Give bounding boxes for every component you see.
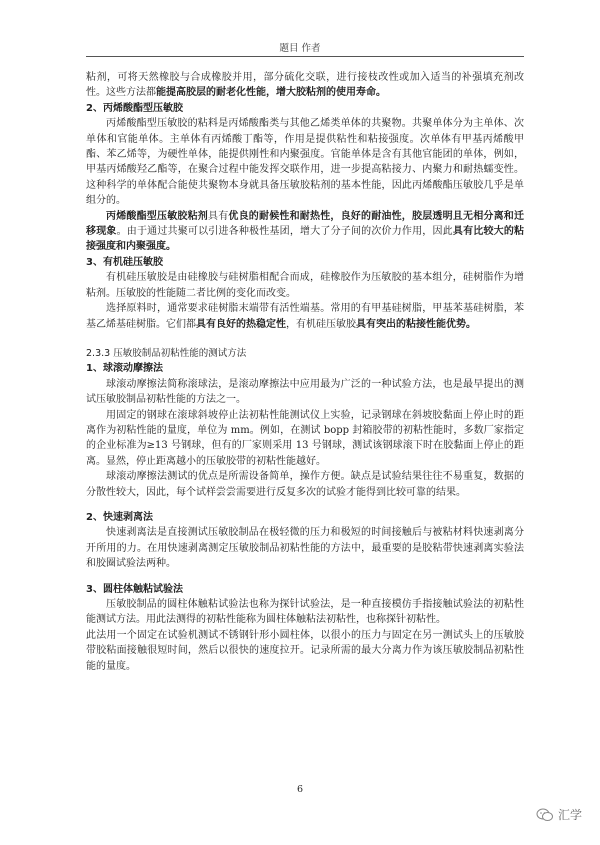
method-1-paragraph-2: 用固定的钢球在滚球斜坡停止法初粘性能测试仪上实验，记录钢球在斜坡胶黏面上停止时的距离作为初粘性能的量度，单位为 mm。例如，在测试 bopp 封箱胶带的初粘性能时，多数厂家指定的企业标准为≥13 号钢球，但有的厂家则采用 13 号钢球，测试该钢球滚下时在胶黏面上停止的距离。显然，停止距离越小的压敏胶带的初粘性能越好。 bbox=[86, 409, 524, 467]
spacer bbox=[86, 500, 524, 510]
section-3-paragraph-1: 有机硅压敏胶是由硅橡胶与硅树脂相配合而成，硅橡胶作为压敏胶的基本组分，硅树脂作为增粘剂。压敏胶的性能随二者比例的变化而改变。 bbox=[86, 272, 524, 299]
method-1-title: 1、球滚动摩擦法 bbox=[86, 363, 163, 375]
page-number: 6 bbox=[296, 784, 304, 795]
subsection-233-title: 2.3.3 压敏胶制品初粘性能的测试方法 bbox=[86, 347, 247, 359]
s2-text-2: 。由于通过共聚可以引进各种极性基团，增大了分子间的次价力作用，因此 bbox=[116, 226, 453, 238]
s2-bold-3: 具有比较大的粘接强度和内聚强度。 bbox=[86, 226, 525, 253]
s3-bold-1: 具有良好的热稳定性 bbox=[196, 318, 286, 330]
watermark bbox=[536, 806, 582, 823]
s3-bold-2: 具有突出的粘接性能优势。 bbox=[356, 318, 476, 330]
s2-bold-1: 丙烯酸酯型压敏胶粘剂 bbox=[106, 210, 208, 222]
section-2-title: 2、丙烯酸酯型压敏胶 bbox=[86, 102, 183, 114]
method-2-title: 2、快速剥离法 bbox=[86, 511, 153, 523]
method-3-paragraph-2: 此法用一个固定在试验机测试不锈钢针形小圆柱体，以很小的压力与固定在另一测试头上的压敏胶带胶粘面接触很短时间，然后以很快的速度拉开。记录所需的最大分离力作为该压敏胶制品初粘性能的量度。 bbox=[86, 629, 524, 672]
header-rule bbox=[86, 56, 524, 57]
s3-text-1: 选择原料时，通常要求硅树脂末端带有活性端基。常用的有甲基硅树脂，甲基苯基硅树脂，苯基乙烯基硅树脂。它们都 bbox=[86, 303, 524, 330]
spacer bbox=[86, 572, 524, 582]
watermark-text: 汇学 bbox=[558, 808, 583, 822]
wechat-icon bbox=[536, 808, 554, 822]
page-header: 题目 作者 bbox=[279, 43, 321, 54]
section-3-title: 3、有机硅压敏胶 bbox=[86, 256, 163, 268]
section-2-paragraph-2 bbox=[86, 209, 524, 255]
intro-text: 粘剂，可将天然橡胶与合成橡胶并用，部分硫化交联，进行接枝改性或加入适当的补强填充剂改性。这些方法都 bbox=[86, 72, 524, 99]
section-2-paragraph-1: 丙烯酸酯型压敏胶的粘料是丙烯酸酯类与其他乙烯类单体的共聚物。共聚单体分为主单体、次单体和官能单体。主单体有丙烯酸丁酯等，作用是提供粘性和粘接强度。次单体有甲基丙烯酸甲酯、苯乙烯等，为硬性单体，能提供刚性和内聚强度。官能单体是含有其他官能团的单体，例如，甲基丙烯酸羟乙酯等，在聚合过程中能发挥交联作用，进一步提高粘接力、内聚力和耐热蠕变性。这种科学的单体配合能使共聚物本身就具备压敏胶粘剂的基本性能，因此丙烯酸酯压敏胶几乎是单组分的。 bbox=[86, 118, 524, 207]
s3-text-2: ，有机硅压敏胶 bbox=[286, 318, 356, 330]
page-body bbox=[86, 70, 524, 674]
s2-text-1: 具有 bbox=[208, 210, 229, 222]
method-3-paragraph-1: 压敏胶制品的圆柱体触粘试验法也称为探针试验法，是一种直接模仿手指接触试验法的初粘性能测试方法。用此法测得的初粘性能称为圆柱体触粘法初粘性，也称探针初粘性。 bbox=[86, 599, 524, 626]
intro-paragraph bbox=[86, 70, 524, 101]
method-1-paragraph-3: 球滚动摩擦法测试的优点是所需设备简单，操作方便。缺点是试验结果往往不易重复，数据的分散性较大，因此，每个试样尝尝需要进行反复多次的试验才能得到比较可靠的结果。 bbox=[86, 471, 524, 498]
s2-bold-2: 优良的耐候性和耐热性，良好的耐油性，胶层透明且无相分离和迁移现象 bbox=[86, 210, 525, 238]
spacer bbox=[86, 332, 524, 346]
intro-bold: 能提高胶层的耐老化性能，增大胶粘剂的使用寿命。 bbox=[156, 87, 386, 99]
method-3-title: 3、圆柱体触粘试验法 bbox=[86, 583, 183, 595]
method-1-paragraph-1: 球滚动摩擦法简称滚球法，是滚动摩擦法中应用最为广泛的一种试验方法，也是最早提出的测试压敏胶制品初粘性能的方法之一。 bbox=[86, 378, 524, 406]
method-2-paragraph-1: 快速剥离法是直接测试压敏胶制品在极轻微的压力和极短的时间接触后与被粘材料快速剥离分开所用的力。在用快速剥离测定压敏胶制品初粘性能的方法中，最重要的是胶粘带快速剥离实验法和胶圈试验法两种。 bbox=[86, 527, 524, 570]
section-3-paragraph-2 bbox=[86, 301, 524, 332]
